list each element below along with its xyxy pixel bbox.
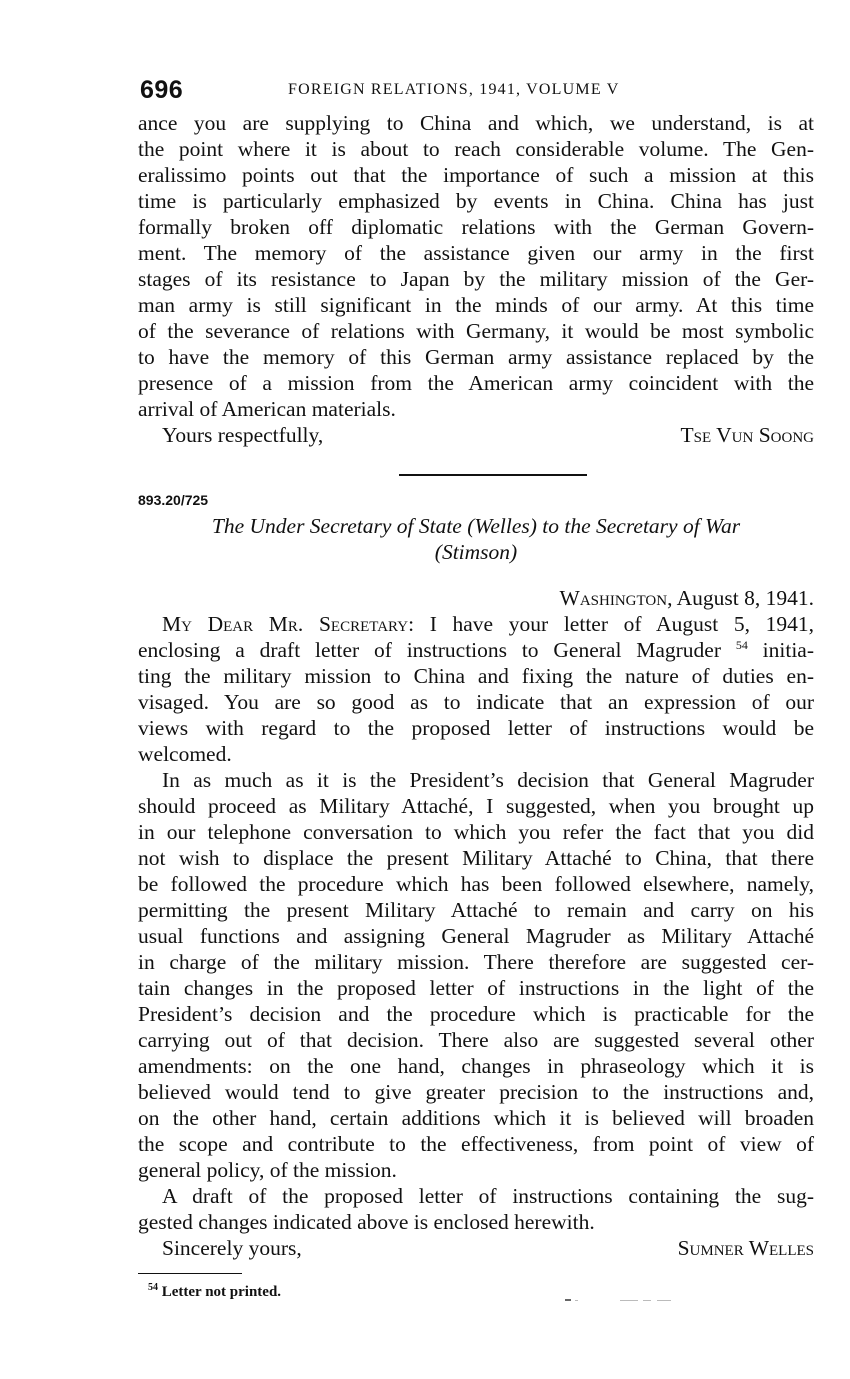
text-line [138,611,814,637]
letter1-closing [138,422,814,448]
text-line: not wish to displace the present Military Attaché to China, that there [138,846,814,870]
print-smudge [565,1298,675,1304]
salutation: My Dear Mr. Secretary [162,612,409,636]
running-head: FOREIGN RELATIONS, 1941, VOLUME V [288,81,620,98]
complimentary-close: Sincerely yours, [162,1236,302,1260]
text-line: formally broken off diplomatic relations with the German Govern- [138,215,814,239]
text-line: amendments: on the one hand, changes in phraseology which it is [138,1054,814,1078]
text-line: be followed the procedure which has been followed elsewhere, namely, [138,872,814,896]
text-line: gested changes indicated above is enclosed herewith. [138,1210,595,1234]
title-line: The Under Secretary of State (Welles) to the Secretary of War [211,514,741,538]
text-line: carrying out of that decision. There also are suggested several other [138,1028,814,1052]
signature: Sumner Welles [677,1236,814,1260]
footnote-text: Letter not printed. [158,1284,282,1300]
text-line: permitting the present Military Attaché to remain and carry on his [138,898,814,922]
text-line: time is particularly emphasized by events in China. China has just [138,189,814,213]
text-line: eralissimo points out that the importance of such a mission at this [138,163,814,187]
page-number: 696 [140,76,184,104]
text-fragment: : I have your letter of August 5, 1941, [408,612,814,636]
text-line: ment. The memory of the assistance given our army in the first [138,241,814,265]
text-line: man army is still significant in the minds of our army. At this time [138,293,814,317]
complimentary-close: Yours respectfully, [162,423,324,447]
footnote-divider [138,1273,242,1274]
dateline-date: , August 8, 1941. [667,586,814,610]
text-line: stages of its resistance to Japan by the military mission of the Ger- [138,267,814,291]
file-number: 893.20/725 [138,492,209,508]
footnote-marker: 54 [148,1282,158,1293]
text-line: welcomed. [138,742,232,766]
footnote [148,1284,814,1301]
text-line: of the severance of relations with Germany, it would be most symbolic [138,319,814,343]
title-line: (Stimson) [434,540,518,564]
section-divider [399,474,587,476]
text-line: in our telephone conversation to which you refer the fact that you did [138,820,814,844]
letter2-closing [138,1235,814,1261]
text-line: ance you are supplying to China and which, we understand, is at [138,111,814,135]
text-line: general policy, of the mission. [138,1158,397,1182]
letter2-paragraph-2 [138,767,814,1183]
text-line: believed would tend to give greater precision to the instructions and, [138,1080,814,1104]
document-page [138,74,814,1301]
text-line: usual functions and assigning General Magruder as Military Attaché [138,924,814,948]
letter1-body [138,110,814,422]
text-line [138,637,814,663]
text-line: In as much as it is the President’s decision that General Magruder [162,768,814,792]
dateline [138,585,814,611]
text-line: A draft of the proposed letter of instructions containing the sug- [162,1184,814,1208]
text-line: visaged. You are so good as to indicate that an expression of our [138,690,814,714]
text-line: arrival of American materials. [138,397,396,421]
text-line: presence of a mission from the American army coincident with the [138,371,814,395]
text-line: ting the military mission to China and fixing the nature of duties en- [138,664,814,688]
letter2-paragraph-3 [138,1183,814,1235]
text-line: tain changes in the proposed letter of instructions in the light of the [138,976,814,1000]
text-line: views with regard to the proposed letter of instructions would be [138,716,814,740]
signature: Tse Vun Soong [680,423,814,447]
dateline-place: Washington [559,586,668,610]
footnote-reference: 54 [735,637,748,652]
text-fragment: initia- [747,638,815,662]
text-line: the scope and contribute to the effectiveness, from point of view of [138,1132,814,1156]
text-fragment: enclosing a draft letter of instructions to General Magruder [138,638,722,662]
text-line: in charge of the military mission. There therefore are suggested cer- [138,950,814,974]
letter2-paragraph-1 [138,611,814,767]
text-line: should proceed as Military Attaché, I suggested, when you brought up [138,794,814,818]
text-line: the point where it is about to reach considerable volume. The Gen- [138,137,814,161]
page-header [138,74,814,110]
document-title [138,513,814,565]
text-line: President’s decision and the procedure which is practicable for the [138,1002,814,1026]
text-line: to have the memory of this German army assistance replaced by the [138,345,814,369]
text-line: on the other hand, certain additions which it is believed will broaden [138,1106,814,1130]
